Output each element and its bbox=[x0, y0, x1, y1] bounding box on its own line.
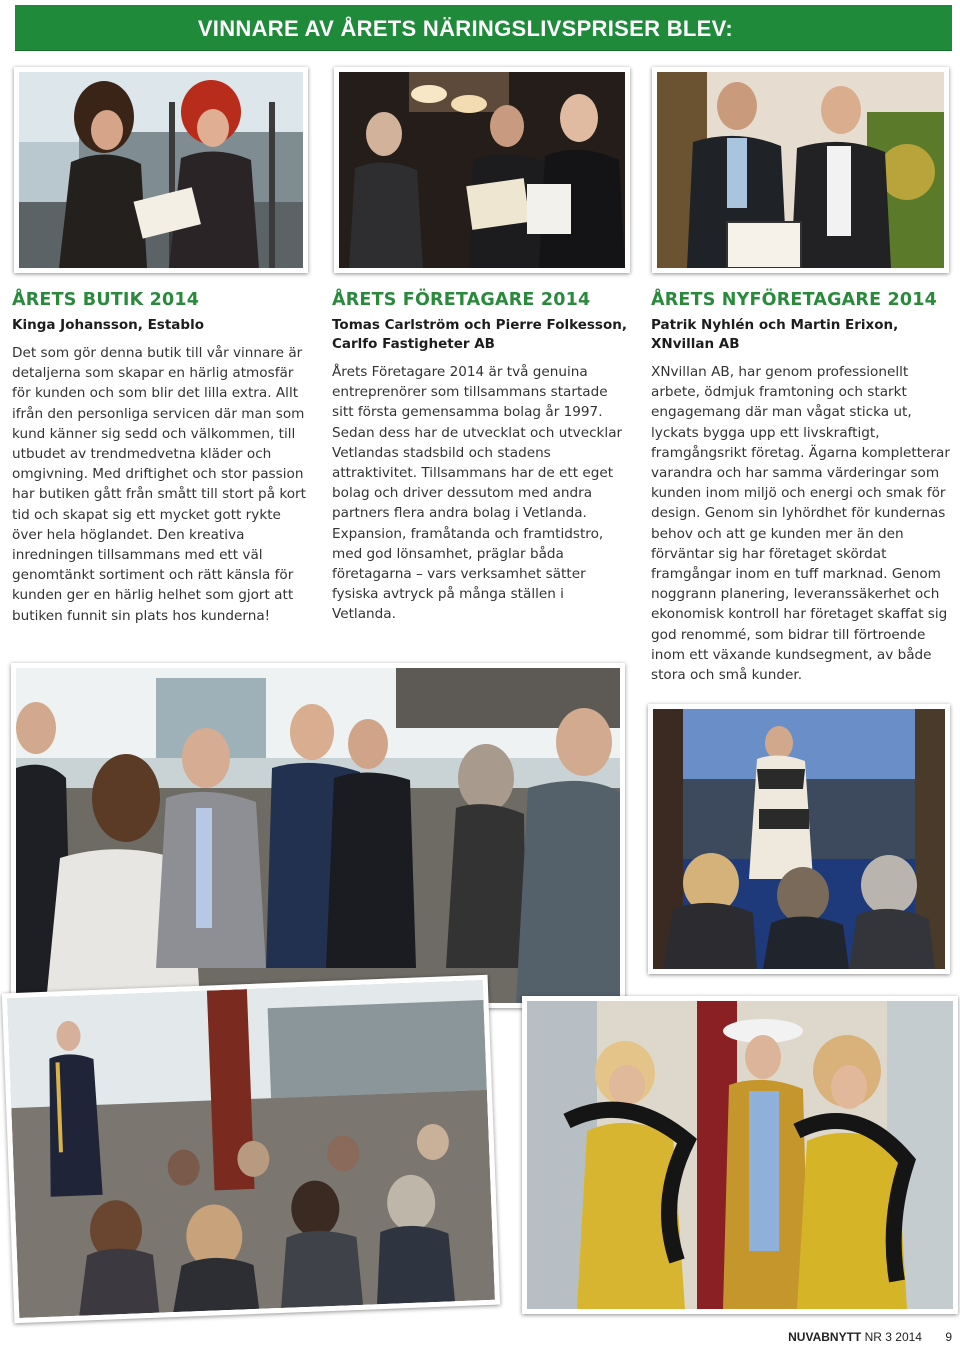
article-heading: ÅRETS BUTIK 2014 bbox=[12, 290, 200, 310]
article-nyforetagare bbox=[651, 290, 951, 685]
photo-nyforetagare-image bbox=[657, 72, 944, 268]
photo-performer-stage bbox=[648, 704, 950, 974]
header-banner bbox=[15, 5, 952, 51]
article-winner: Kinga Johansson, Establo bbox=[12, 317, 204, 333]
photo-foretagare-image bbox=[339, 72, 625, 268]
photo-mingle-crowd bbox=[11, 663, 625, 1008]
article-body: Årets Företagare 2014 är två genuina entreprenörer som tillsammans startade sitt första gemensamma bolag år 1997. Sedan dess har de utvecklat och utvecklar Vetlandas stadsbild och stadens attraktivitet. Tillsammans har de ett eget bolag och driver dessutom med andra partners flera andra bolag i Vetlanda. Expansion, framåtanda och framtidstro, med god lönsamhet, präglar båda företagarna – vars verksamhet sätter fysiska avtryck på många ställen i Vetlanda. bbox=[332, 364, 623, 623]
article-heading: ÅRETS NYFÖRETAGARE 2014 bbox=[651, 290, 938, 310]
page-number: 9 bbox=[945, 1330, 952, 1344]
photo-dancers bbox=[522, 996, 958, 1314]
page-title: VINNARE AV ÅRETS NÄRINGSLIVSPRISER BLEV: bbox=[197, 16, 733, 41]
article-foretagare bbox=[332, 290, 630, 625]
page-footer bbox=[0, 1330, 952, 1344]
magazine-name: NUVABNYTT bbox=[788, 1330, 862, 1344]
photo-butik-award bbox=[14, 67, 308, 273]
article-body: XNvillan AB, har genom professionellt arbete, ödmjuk framtoning och starkt engagemang där man vågat sticka ut, lyckats bygga upp ett livskraftigt, framgångsrikt företag. Ägarna kompletterar varandra och har samma värderingar som kunden inom miljö och energi och smak för design. Genom sin lyhördhet för kundernas behov och att ge kunden mer än den förväntar sig har företaget skördat framgångar inom en tuff marknad. Genom noggrann planering, leveranssäkerhet och ekonomisk kontroll har företaget skaffat sig god renommé, som bidrar till förtroende inom ett växande kundsegment, av både stora och små kunder. bbox=[651, 364, 950, 684]
photo-butik-image bbox=[19, 72, 303, 268]
photo-dancers-image bbox=[527, 1001, 953, 1309]
article-butik bbox=[12, 290, 312, 626]
article-winner: Tomas Carlström och Pierre Folkesson, Carlfo Fastigheter AB bbox=[332, 317, 627, 352]
article-winner: Patrik Nyhlén och Martin Erixon, XNvillan AB bbox=[651, 317, 899, 352]
photo-nyforetagare-award bbox=[652, 67, 949, 273]
photo-audience-tables bbox=[2, 975, 500, 1323]
photo-audience-image bbox=[7, 980, 495, 1318]
article-body: Det som gör denna butik till vår vinnare är detaljerna som skapar en härlig atmosfär för kunden och som blir det lilla extra. Allt ifrån den personliga servicen där man som kund känner sig sedd och välkommen, till utbudet av trendmedvetna kläder och omgivning. Med driftighet och stor passion har butiken gått från smått till stort på kort tid och skapat sig ett mycket gott rykte över hela höglandet. Den kreativa inredningen tillsammans med ett väl genomtänkt sortiment och rätt känsla för kunden ger en härlig helhet som gjort att butiken funnit sin plats hos kunderna! bbox=[12, 345, 306, 624]
photo-foretagare-award bbox=[334, 67, 630, 273]
photo-mingle-image bbox=[16, 668, 620, 1003]
photo-performer-image bbox=[653, 709, 945, 969]
issue-label: NR 3 2014 bbox=[864, 1330, 922, 1344]
article-heading: ÅRETS FÖRETAGARE 2014 bbox=[332, 290, 591, 310]
